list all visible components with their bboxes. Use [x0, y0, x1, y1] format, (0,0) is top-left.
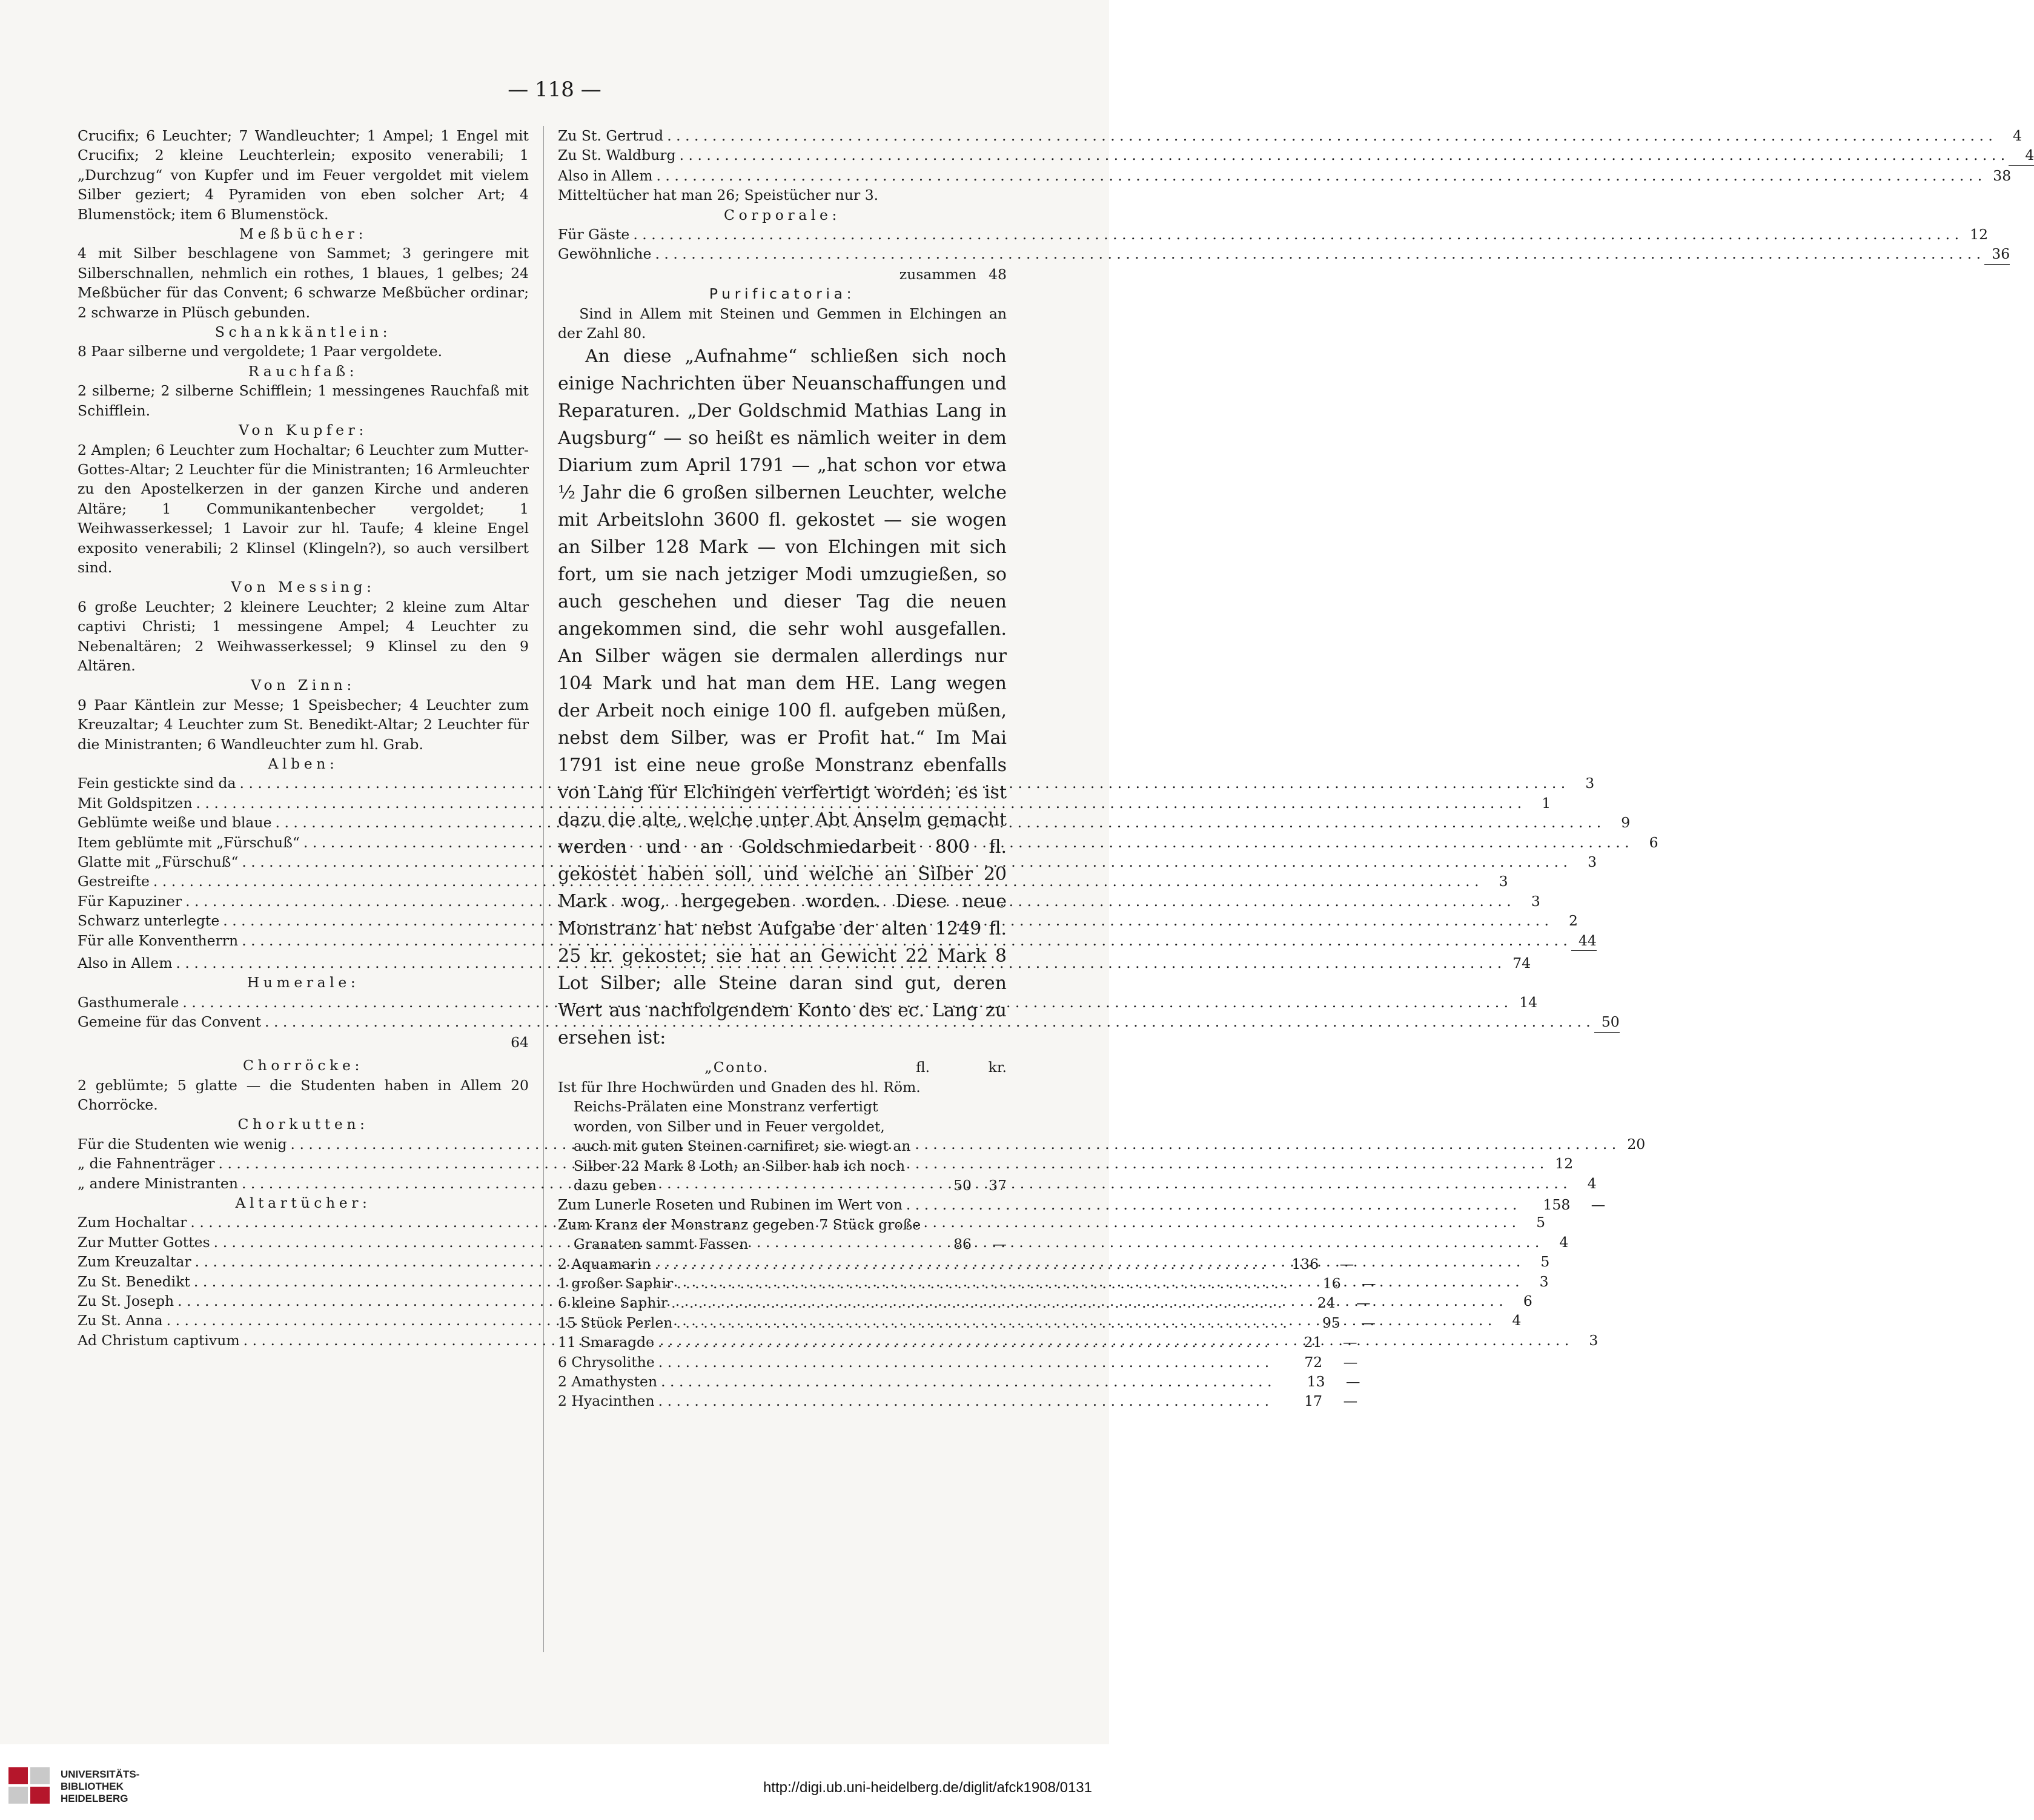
konto-item: 6 Chrysolithe . . . 72 —: [558, 1352, 1007, 1372]
list-item: Gestreifte . . . 3: [78, 872, 529, 891]
list-item: Glatte mit „Fürschuß“ . . . 3: [78, 852, 529, 872]
list-item: Mit Goldspitzen . . . 1: [78, 793, 529, 813]
humerale-list: [78, 993, 1620, 1033]
page-number: — 118 —: [508, 78, 601, 102]
paragraph: 2 Amplen; 6 Leuchter zum Hochaltar; 6 Leuchter zum Mutter-Gottes-Altar; 2 Leuchter für die Ministranten; 16 Armleuchter zu den Apostelkerzen in der ganzen Kirche und anderen Altäre; 1 Communikantenbecher vergoldet; 1 Weihwasserkessel; 1 Lavoir zur hl. Taufe; 4 kleine Engel exposito venerabili; 2 Klinsel (Klingeln?), so auch versilbert sind.: [78, 441, 529, 576]
alben-list: [78, 773, 1658, 951]
humerale-total: 64: [511, 1033, 529, 1051]
top-rows-list: [558, 126, 2034, 166]
list-item: Item geblümte mit „Fürschuß“ . . . 6: [78, 833, 529, 852]
paragraph: Sind in Allem mit Steinen und Gemmen in Elchingen an der Zahl 80.: [558, 305, 1007, 342]
alben-total: Also in Allem . . . 74: [78, 953, 529, 973]
top-total: Also in Allem . . . 38: [558, 166, 1007, 185]
paragraph: 8 Paar silberne und vergoldete; 1 Paar vergoldete.: [78, 343, 443, 360]
section-heading: Alben:: [268, 755, 339, 772]
university-library-logo-icon: [8, 1767, 54, 1804]
konto-item: 2 Amathysten . . . 13 —: [558, 1372, 1007, 1391]
list-item: Zu St. Benedikt . . . 3: [78, 1272, 529, 1291]
section-heading: Purificatoria:: [709, 285, 856, 303]
list-item: Zu St. Joseph . . . 6: [78, 1291, 529, 1311]
section-heading: Chorkutten:: [237, 1116, 369, 1133]
konto-title: „Conto.: [704, 1059, 769, 1076]
section-heading: Meßbücher:: [239, 225, 367, 243]
source-url-link[interactable]: http://digi.ub.uni-heidelberg.de/diglit/afck1908/0131: [763, 1779, 1092, 1796]
konto-item: Zum Lunerle Roseten und Rubinen im Wert von . . . 158 —: [558, 1195, 1007, 1214]
library-name: UNIVERSITÄTS- BIBLIOTHEK HEIDELBERG: [61, 1769, 140, 1804]
list-item: Für Kapuziner . . . 3: [78, 892, 529, 911]
section-heading: Schankkäntlein:: [214, 323, 392, 341]
section-heading: Altartücher:: [235, 1194, 371, 1211]
list-item: Für Gäste . . . 12: [558, 225, 1007, 244]
main-paragraph: An diese „Aufnahme“ schließen sich noch einige Nachrichten über Neuanschaffungen und Reparaturen. „Der Goldschmid Mathias Lang in Augsburg“ — so heißt es nämlich weiter in dem Diarium zum April 1791 — „hat schon vor etwa ½ Jahr die 6 großen silbernen Leuchter, welche mit Arbeitslohn 3600 fl. gekostet — sie wogen an Silber 128 Mark — von Elchingen mit sich fort, um sie nach jetziger Modi umzugießen, so auch geschehen und dieser Tag die neuen angekommen sind, die sehr wohl ausgefallen. An Silber wägen sie dermalen allerdings nur 104 Mark und hat man dem HE. Lang wegen der Arbeit noch einige 100 fl. aufgeben müßen, nebst dem Silber, was er Profit hat.“ Im Mai 1791 ist eine neue große Monstranz ebenfalls von Lang für Elchingen verfertigt worden; es ist dazu die alte, welche unter Abt Anselm gemacht werden und an Goldschmiedarbeit 800 fl. gekostet haben soll, und welche an Silber 20 Mark wog, hergegeben worden. Diese neue Monstranz hat nebst Aufgabe der alten 1249 fl. 25 kr. gekostet; sie hat an Gewicht 22 Mark 8 Lot Silber; alle Steine daran sind gut, deren Wert aus nachfolgendem Konto des ec. Lang zu ersehen ist:: [558, 346, 1007, 1049]
section-heading: Corporale:: [724, 206, 841, 223]
konto-col-kr: kr.: [988, 1059, 1007, 1076]
paragraph: Mitteltücher hat man 26; Speistücher nur 3.: [558, 187, 879, 204]
list-item: Gewöhnliche . . . 36: [558, 244, 1007, 264]
konto-item: 15 Stück Perlen . . . 95 —: [558, 1313, 1007, 1332]
section-heading: Von Zinn:: [251, 677, 356, 694]
konto-header: [558, 1057, 1007, 1077]
konto-item: 6 kleine Saphir . . . 24 —: [558, 1293, 1007, 1312]
list-item: „ die Fahnenträger . . . 12: [78, 1154, 529, 1173]
list-item: Gasthumerale . . . 14: [78, 993, 529, 1012]
paragraph: Crucifix; 6 Leuchter; 7 Wandleuchter; 1 Ampel; 1 Engel mit Crucifix; 2 kleine Leuchterlein; exposito venerabili; 1 „Durchzug“ von Kupfer und im Feuer vergoldet mit vielem Silber geziert; 4 Pyramiden von eben solcher Art; 4 Blumenstöck; item 6 Blumenstöck.: [78, 127, 529, 223]
section-heading: Humerale:: [247, 974, 360, 991]
section-heading: Chorröcke:: [243, 1057, 363, 1074]
list-item: Geblümte weiße und blaue . . . 9: [78, 813, 529, 832]
konto-item: Zum Kranz der Monstranz gegeben 7 Stück große Granaten sammt Fassen 86 —: [558, 1216, 1007, 1253]
paragraph: 9 Paar Käntlein zur Messe; 1 Speisbecher; 4 Leuchter zum Kreuzaltar; 4 Leuchter zum St. Benedikt-Altar; 2 Leuchter für die Ministranten; 6 Wandleuchter zum hl. Grab.: [78, 696, 529, 753]
list-item: Zur Mutter Gottes . . . 4: [78, 1233, 529, 1252]
paragraph: 6 große Leuchter; 2 kleinere Leuchter; 2 kleine zum Altar captivi Christi; 1 messingene Ampel; 4 Leuchter zu Nebenaltären; 2 Weihwasserkessel; 9 Klinsel zu den 9 Altären.: [78, 598, 529, 674]
list-item: Zum Kreuzaltar . . . 5: [78, 1252, 529, 1271]
list-item: Gemeine für das Convent . . . 50: [78, 1012, 529, 1032]
konto-item: 1 großer Saphir . . . 16 —: [558, 1274, 1007, 1293]
konto-item: 2 Aquamarin . . . 136 —: [558, 1254, 1007, 1274]
konto-item: Ist für Ihre Hochwürden und Gnaden des hl. Röm. Reichs-Prälaten eine Monstranz verfertigt worden, von Silber und in Feuer vergoldet, auch mit guten Steinen carnifiret; sie wiegt an Silber 22 Mark 8 Loth; an Silber hab ich noch dazu geben 50 37: [558, 1078, 1007, 1194]
list-item: Zum Hochaltar . . . 5: [78, 1213, 529, 1232]
paragraph: 2 silberne; 2 silberne Schifflein; 1 messingenes Rauchfaß mit Schifflein.: [78, 382, 529, 419]
paragraph: 2 geblümte; 5 glatte — die Studenten haben in Allem 20 Chorröcke.: [78, 1076, 529, 1113]
list-item: Schwarz unterlegte . . . 2: [78, 911, 529, 930]
corporale-list: [558, 225, 2010, 265]
corporale-total: zusammen 48: [899, 265, 1007, 283]
konto-col-fl: fl.: [916, 1059, 930, 1076]
paragraph: 4 mit Silber beschlagene von Sammet; 3 geringere mit Silberschnallen, nehmlich ein rothes, 1 blaues, 1 gelbes; 24 Meßbücher für das Convent; 6 schwarze Meßbücher ordinar; 2 schwarze in Plüsch gebunden.: [78, 245, 529, 321]
list-item: Zu St. Waldburg . . . 4: [558, 145, 1007, 165]
list-item: Zu St. Gertrud . . . 4: [558, 126, 1007, 145]
list-item: Fein gestickte sind da . . . 3: [78, 773, 529, 793]
list-item: Für alle Konventherrn . . . 44: [78, 931, 529, 951]
list-item: Zu St. Anna . . . 4: [78, 1311, 529, 1330]
section-heading: Von Messing:: [231, 578, 376, 596]
konto-item: 11 Smaragde . . . 21 —: [558, 1332, 1007, 1352]
footer: [0, 1744, 1109, 1820]
section-heading: Von Kupfer:: [239, 422, 368, 439]
section-heading: Rauchfaß:: [248, 362, 359, 380]
list-item: Ad Christum captivum . . . 3: [78, 1331, 529, 1350]
list-item: „ andere Ministranten . . . 4: [78, 1174, 529, 1193]
list-item: Für die Studenten wie wenig . . . 20: [78, 1134, 529, 1154]
konto-item: 2 Hyacinthen . . . 17 —: [558, 1391, 1007, 1411]
